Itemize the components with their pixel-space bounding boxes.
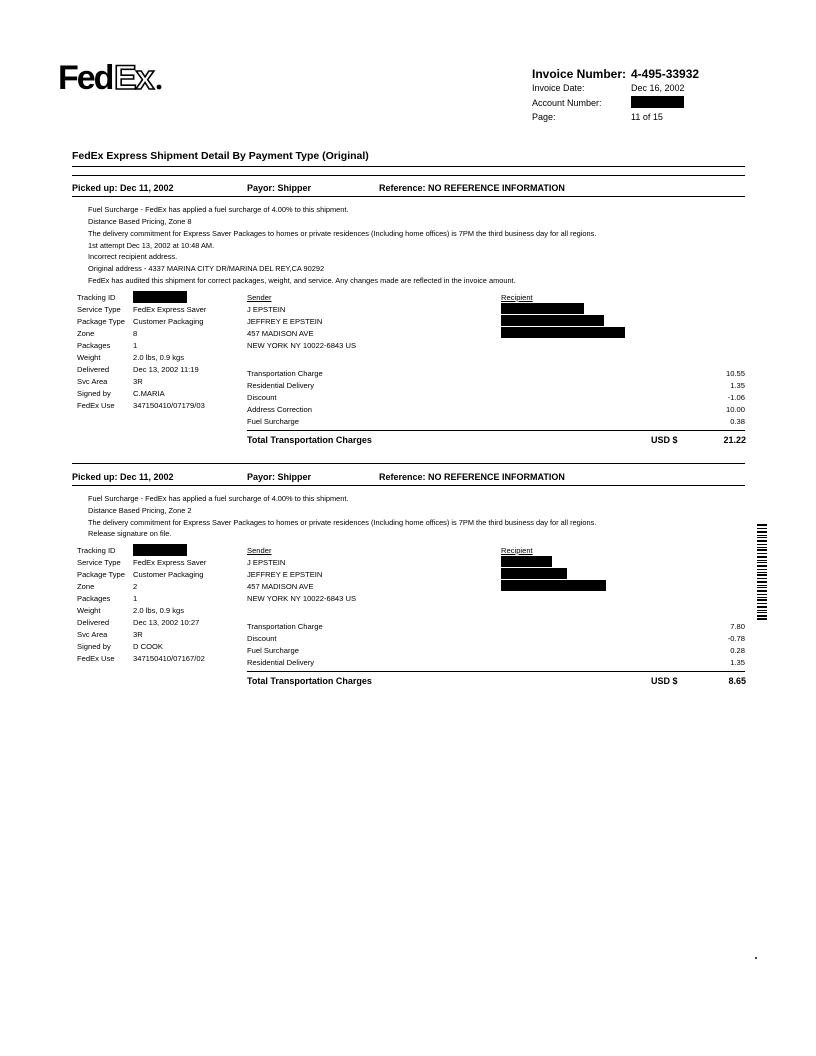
recipient-label: Recipient — [501, 546, 533, 555]
shipment-note: Distance Based Pricing, Zone 8 — [88, 217, 192, 226]
detail-label: Zone — [77, 329, 95, 338]
detail-value: 3R — [133, 630, 143, 639]
detail-value: 347150410/07167/02 — [133, 654, 205, 663]
detail-label: Signed by — [77, 389, 111, 398]
detail-value: C.MARIA — [133, 389, 165, 398]
total-divider — [247, 671, 745, 672]
picked-up-date: Picked up: Dec 11, 2002 — [72, 183, 174, 193]
divider — [72, 463, 745, 464]
tracking-id-redacted — [133, 291, 187, 303]
detail-value: Customer Packaging — [133, 317, 204, 326]
sender-line: J EPSTEIN — [247, 305, 286, 314]
total-label: Total Transportation Charges — [247, 676, 372, 686]
sender-line: NEW YORK NY 10022-6843 US — [247, 594, 357, 603]
account-number-label: Account Number: — [532, 98, 602, 108]
logo-ex-text: Ex — [114, 59, 154, 97]
currency: USD $ — [651, 435, 678, 445]
detail-value: D COOK — [133, 642, 163, 651]
payor: Payor: Shipper — [247, 472, 312, 482]
shipment-note: The delivery commitment for Express Saver Packages to homes or private residences (Including home offices) is 7PM the third business day for all regions. — [88, 229, 597, 238]
invoice-date: Dec 16, 2002 — [631, 83, 685, 93]
detail-label: FedEx Use — [77, 654, 115, 663]
invoice-date-label: Invoice Date: — [532, 83, 585, 93]
detail-value: Customer Packaging — [133, 570, 204, 579]
shipment-note: Fuel Surcharge - FedEx has applied a fuel surcharge of 4.00% to this shipment. — [88, 205, 349, 214]
shipment-note: 1st attempt Dec 13, 2002 at 10:48 AM. — [88, 241, 215, 250]
sender-line: JEFFREY E EPSTEIN — [247, 570, 323, 579]
page-dot — [755, 957, 757, 959]
charge-label: Fuel Surcharge — [247, 417, 299, 426]
detail-value: FedEx Express Saver — [133, 305, 207, 314]
fedex-logo — [58, 58, 168, 98]
detail-value: Dec 13, 2002 11:19 — [133, 365, 199, 374]
logo-fed-text: Fed — [58, 59, 113, 97]
page-label: Page: — [532, 112, 556, 122]
detail-label: Package Type — [77, 570, 125, 579]
document-title: FedEx Express Shipment Detail By Payment Type (Original) — [72, 150, 369, 162]
charge-amount: -1.06 — [727, 393, 745, 402]
shipment-note: FedEx has audited this shipment for correct packages, weight, and service. Any changes made are reflected in the invoice amount. — [88, 276, 516, 285]
detail-value: 1 — [133, 594, 138, 603]
sender-line: J EPSTEIN — [247, 558, 286, 567]
charge-amount: 0.28 — [730, 646, 745, 655]
recipient-redacted — [501, 580, 606, 591]
detail-label: Service Type — [77, 558, 121, 567]
divider — [72, 166, 745, 167]
detail-value: 1 — [133, 341, 138, 350]
charge-label: Residential Delivery — [247, 658, 315, 667]
charge-label: Transportation Charge — [247, 369, 323, 378]
detail-label: Delivered — [77, 618, 110, 627]
reference: Reference: NO REFERENCE INFORMATION — [379, 183, 565, 193]
recipient-label: Recipient — [501, 293, 533, 302]
invoice-number: 4-495-33932 — [631, 67, 700, 81]
divider — [72, 196, 745, 197]
page-number: 11 of 15 — [631, 112, 663, 122]
shipment-note: Incorrect recipient address. — [88, 252, 178, 261]
divider — [72, 175, 745, 176]
recipient-redacted — [501, 556, 552, 567]
sender-line: 457 MADISON AVE — [247, 329, 314, 338]
detail-label: Package Type — [77, 317, 125, 326]
charge-label: Fuel Surcharge — [247, 646, 299, 655]
picked-up-date: Picked up: Dec 11, 2002 — [72, 472, 174, 482]
total-amount: 21.22 — [723, 435, 746, 445]
sender-label: Sender — [247, 546, 272, 555]
invoice-number-label: Invoice Number: — [532, 67, 627, 81]
currency: USD $ — [651, 676, 678, 686]
total-amount: 8.65 — [728, 676, 746, 686]
tracking-id-redacted — [133, 544, 187, 556]
shipment-note: Distance Based Pricing, Zone 2 — [88, 506, 192, 515]
reference: Reference: NO REFERENCE INFORMATION — [379, 472, 565, 482]
detail-label: Weight — [77, 606, 101, 615]
sender-line: 457 MADISON AVE — [247, 582, 314, 591]
detail-label: Svc Area — [77, 377, 108, 386]
barcode — [757, 524, 767, 620]
detail-value: 3R — [133, 377, 143, 386]
charge-label: Discount — [247, 634, 277, 643]
recipient-redacted — [501, 303, 584, 314]
shipment-note: Release signature on file. — [88, 529, 172, 538]
charge-label: Residential Delivery — [247, 381, 315, 390]
detail-value: Dec 13, 2002 10:27 — [133, 618, 200, 627]
charge-label: Transportation Charge — [247, 622, 323, 631]
charge-amount: 1.35 — [730, 381, 745, 390]
total-label: Total Transportation Charges — [247, 435, 372, 445]
charge-amount: 10.55 — [725, 369, 745, 378]
detail-value: 8 — [133, 329, 138, 338]
sender-line: JEFFREY E EPSTEIN — [247, 317, 323, 326]
detail-label: Packages — [77, 341, 111, 350]
account-number-redacted — [631, 96, 684, 108]
detail-label: Signed by — [77, 642, 111, 651]
detail-label: Packages — [77, 594, 111, 603]
shipment-note: The delivery commitment for Express Saver Packages to homes or private residences (Including home offices) is 7PM the third business day for all regions. — [88, 518, 597, 527]
detail-value: 2.0 lbs, 0.9 kgs — [133, 353, 185, 362]
detail-label-tracking-id: Tracking ID — [77, 293, 116, 302]
detail-label: Weight — [77, 353, 101, 362]
detail-label: Svc Area — [77, 630, 108, 639]
sender-label: Sender — [247, 293, 272, 302]
sender-line: NEW YORK NY 10022-6843 US — [247, 341, 357, 350]
detail-label: Service Type — [77, 305, 121, 314]
charge-amount: 0.38 — [730, 417, 745, 426]
recipient-redacted — [501, 315, 604, 326]
charge-amount: 10.00 — [725, 405, 745, 414]
shipment-note: Original address - 4337 MARINA CITY DR/MARINA DEL REY,CA 90292 — [88, 264, 325, 273]
divider — [72, 485, 745, 486]
shipment-note: Fuel Surcharge - FedEx has applied a fuel surcharge of 4.00% to this shipment. — [88, 494, 349, 503]
detail-label: Zone — [77, 582, 95, 591]
detail-label: Delivered — [77, 365, 110, 374]
detail-value: FedEx Express Saver — [133, 558, 207, 567]
detail-value: 2 — [133, 582, 138, 591]
total-divider — [247, 430, 745, 431]
charge-amount: 7.80 — [730, 622, 745, 631]
detail-value: 2.0 lbs, 0.9 kgs — [133, 606, 185, 615]
recipient-redacted — [501, 327, 625, 338]
charge-label: Address Correction — [247, 405, 312, 414]
detail-label: FedEx Use — [77, 401, 115, 410]
recipient-redacted — [501, 568, 567, 579]
charge-amount: -0.78 — [727, 634, 745, 643]
detail-label-tracking-id: Tracking ID — [77, 546, 116, 555]
charge-label: Discount — [247, 393, 277, 402]
payor: Payor: Shipper — [247, 183, 312, 193]
detail-value: 347150410/07179/03 — [133, 401, 205, 410]
charge-amount: 1.35 — [730, 658, 745, 667]
